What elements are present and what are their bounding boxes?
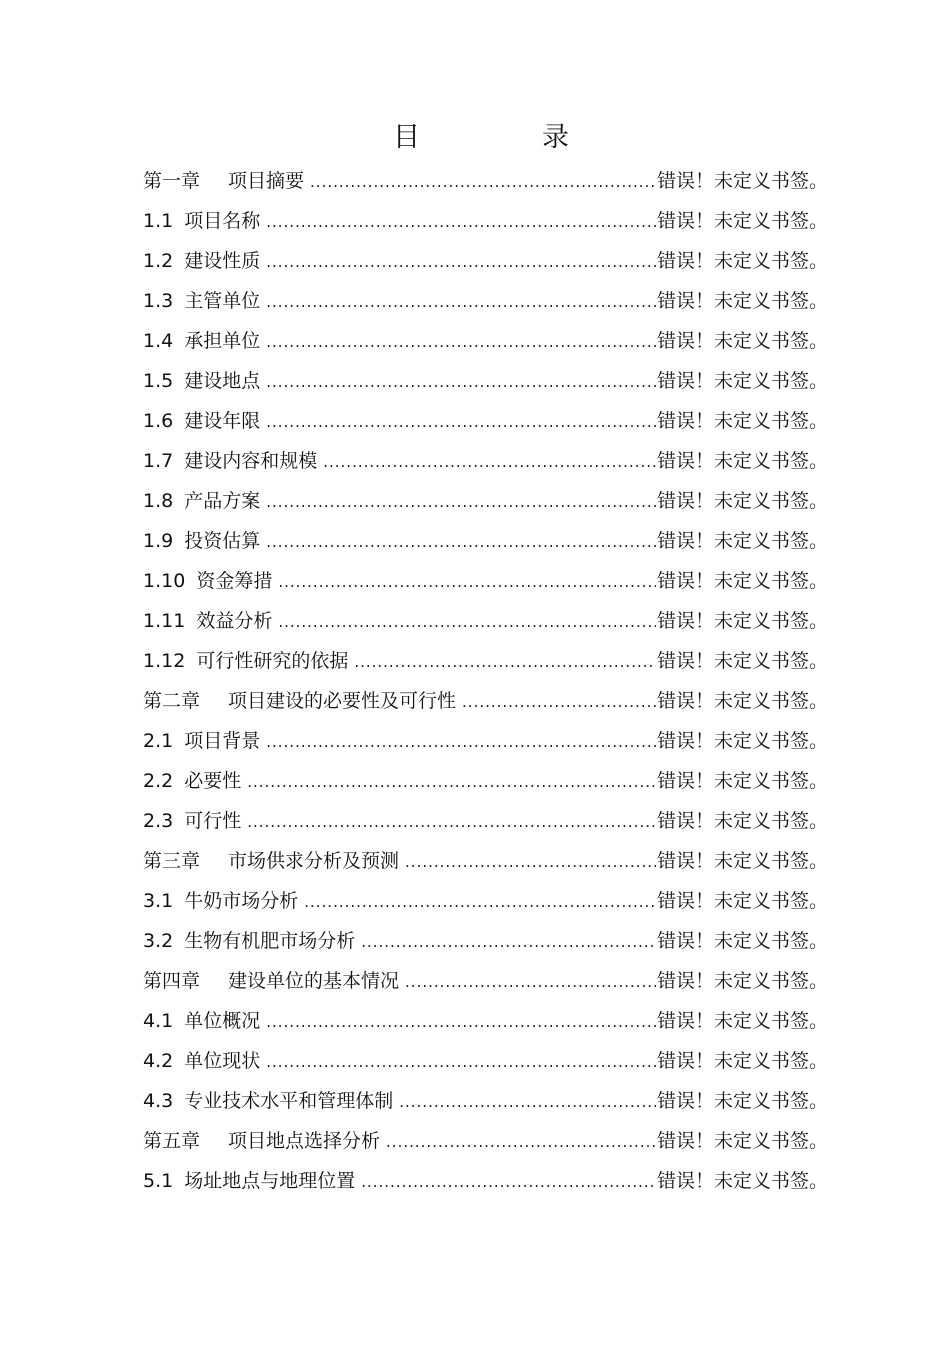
toc-section-entry[interactable]: [143, 1081, 828, 1121]
toc-entry-title: 资金筹措: [196, 570, 273, 592]
toc-entry-title: 建设性质: [184, 250, 261, 272]
toc-section-entry[interactable]: [143, 281, 828, 321]
toc-entry-title: 市场供求分析及预测: [228, 850, 400, 872]
toc-page-reference: 错误！未定义书签。: [656, 930, 828, 952]
toc-entry-title: 项目摘要: [228, 170, 305, 192]
toc-entry-number: 2.2: [143, 770, 174, 792]
toc-entry-title: 可行性: [184, 810, 242, 832]
toc-entry-title: 专业技术水平和管理体制: [184, 1090, 394, 1112]
toc-entry-title: 项目建设的必要性及可行性: [228, 690, 457, 712]
toc-entry-title: 项目名称: [184, 210, 261, 232]
toc-section-entry[interactable]: [143, 1161, 828, 1201]
toc-entry-title: 产品方案: [184, 490, 261, 512]
toc-page-reference: 错误！未定义书签。: [656, 1090, 828, 1112]
toc-entry-number: 第五章: [143, 1130, 201, 1152]
toc-dot-leader: [266, 482, 656, 522]
toc-page-reference: 错误！未定义书签。: [656, 610, 828, 632]
toc-chapter-entry[interactable]: [143, 681, 828, 721]
toc-entry-title: 项目背景: [184, 730, 261, 752]
toc-page-reference: 错误！未定义书签。: [656, 210, 828, 232]
toc-dot-leader: [266, 522, 656, 562]
toc-dot-leader: [266, 722, 656, 762]
toc-entry-number: 第三章: [143, 850, 201, 872]
toc-entry-number: 1.4: [143, 330, 174, 352]
toc-entry-title: 场址地点与地理位置: [184, 1170, 356, 1192]
toc-entry-number: 第四章: [143, 970, 201, 992]
toc-entry-number: 1.3: [143, 290, 174, 312]
toc-section-entry[interactable]: [143, 801, 828, 841]
toc-entry-title: 生物有机肥市场分析: [184, 930, 356, 952]
toc-page-reference: 错误！未定义书签。: [656, 810, 828, 832]
toc-title-char-1: 目: [393, 122, 420, 153]
toc-dot-leader: [266, 282, 656, 322]
toc-section-entry[interactable]: [143, 761, 828, 801]
toc-dot-leader: [247, 762, 656, 802]
toc-dot-leader: [266, 242, 656, 282]
toc-section-entry[interactable]: [143, 881, 828, 921]
toc-dot-leader: [266, 1002, 656, 1042]
toc-page-reference: 错误！未定义书签。: [656, 1170, 828, 1192]
toc-entry-number: 2.3: [143, 810, 174, 832]
toc-entry-number: 1.1: [143, 210, 174, 232]
toc-entry-number: 1.11: [143, 610, 186, 632]
toc-dot-leader: [462, 682, 656, 722]
toc-page-reference: 错误！未定义书签。: [656, 330, 828, 352]
toc-page-reference: 错误！未定义书签。: [656, 1050, 828, 1072]
toc-section-entry[interactable]: [143, 321, 828, 361]
toc-page-reference: 错误！未定义书签。: [656, 730, 828, 752]
toc-page-reference: 错误！未定义书签。: [656, 410, 828, 432]
toc-dot-leader: [323, 442, 656, 482]
toc-page-reference: 错误！未定义书签。: [656, 650, 828, 672]
toc-title: [393, 118, 569, 158]
toc-chapter-entry[interactable]: [143, 841, 828, 881]
toc-entry-number: 1.9: [143, 530, 174, 552]
toc-page-reference: 错误！未定义书签。: [656, 770, 828, 792]
toc-section-entry[interactable]: [143, 401, 828, 441]
toc-section-entry[interactable]: [143, 1001, 828, 1041]
toc-title-char-2: 录: [542, 122, 569, 153]
toc-dot-leader: [399, 1082, 656, 1122]
toc-dot-leader: [361, 1162, 656, 1202]
toc-dot-leader: [304, 882, 656, 922]
toc-dot-leader: [266, 202, 656, 242]
toc-entry-title: 主管单位: [184, 290, 261, 312]
toc-page-reference: 错误！未定义书签。: [656, 490, 828, 512]
toc-section-entry[interactable]: [143, 1041, 828, 1081]
toc-entry-number: 4.3: [143, 1090, 174, 1112]
toc-dot-leader: [361, 922, 656, 962]
toc-dot-leader: [278, 602, 656, 642]
toc-dot-leader: [386, 1122, 656, 1162]
toc-entry-number: 1.10: [143, 570, 186, 592]
toc-dot-leader: [278, 562, 656, 602]
toc-entry-number: 1.2: [143, 250, 174, 272]
toc-page-reference: 错误！未定义书签。: [656, 850, 828, 872]
toc-dot-leader: [405, 842, 656, 882]
toc-section-entry[interactable]: [143, 921, 828, 961]
toc-page-reference: 错误！未定义书签。: [656, 1130, 828, 1152]
toc-entry-number: 4.1: [143, 1010, 174, 1032]
toc-page-reference: 错误！未定义书签。: [656, 370, 828, 392]
toc-entry-number: 1.7: [143, 450, 174, 472]
toc-page-reference: 错误！未定义书签。: [656, 530, 828, 552]
toc-section-entry[interactable]: [143, 241, 828, 281]
toc-dot-leader: [310, 162, 656, 202]
toc-dot-leader: [405, 962, 656, 1002]
toc-page-reference: 错误！未定义书签。: [656, 690, 828, 712]
toc-page-reference: 错误！未定义书签。: [656, 290, 828, 312]
toc-page-reference: 错误！未定义书签。: [656, 570, 828, 592]
toc-entry-title: 承担单位: [184, 330, 261, 352]
toc-dot-leader: [266, 362, 656, 402]
toc-entry-title: 建设单位的基本情况: [228, 970, 400, 992]
toc-dot-leader: [266, 1042, 656, 1082]
toc-entry-number: 1.12: [143, 650, 186, 672]
toc-section-entry[interactable]: [143, 561, 828, 601]
toc-entry-title: 单位现状: [184, 1050, 261, 1072]
toc-section-entry[interactable]: [143, 521, 828, 561]
toc-section-entry[interactable]: [143, 441, 828, 481]
toc-dot-leader: [247, 802, 656, 842]
toc-entry-number: 1.8: [143, 490, 174, 512]
toc-page-reference: 错误！未定义书签。: [656, 170, 828, 192]
toc-page-reference: 错误！未定义书签。: [656, 1010, 828, 1032]
toc-section-entry[interactable]: [143, 601, 828, 641]
toc-entry-title: 可行性研究的依据: [196, 650, 349, 672]
toc-entry-number: 第二章: [143, 690, 201, 712]
toc-page-reference: 错误！未定义书签。: [656, 970, 828, 992]
toc-entry-number: 5.1: [143, 1170, 174, 1192]
toc-chapter-entry[interactable]: [143, 1121, 828, 1161]
toc-entry-number: 3.2: [143, 930, 174, 952]
toc-entry-number: 4.2: [143, 1050, 174, 1072]
toc-entry-title: 投资估算: [184, 530, 261, 552]
toc-entry-title: 单位概况: [184, 1010, 261, 1032]
toc-entry-number: 2.1: [143, 730, 174, 752]
toc-entry-number: 1.6: [143, 410, 174, 432]
toc-page-reference: 错误！未定义书签。: [656, 450, 828, 472]
toc-section-entry[interactable]: [143, 481, 828, 521]
toc-dot-leader: [266, 402, 656, 442]
toc-page-reference: 错误！未定义书签。: [656, 890, 828, 912]
toc-chapter-entry[interactable]: [143, 161, 828, 201]
toc-section-entry[interactable]: [143, 641, 828, 681]
toc-entry-number: 1.5: [143, 370, 174, 392]
toc-section-entry[interactable]: [143, 201, 828, 241]
toc-dot-leader: [266, 322, 656, 362]
toc-entry-title: 项目地点选择分析: [228, 1130, 381, 1152]
toc-page-reference: 错误！未定义书签。: [656, 250, 828, 272]
toc-section-entry[interactable]: [143, 721, 828, 761]
toc-section-entry[interactable]: [143, 361, 828, 401]
toc-entry-title: 建设内容和规模: [184, 450, 318, 472]
toc-entry-title: 效益分析: [196, 610, 273, 632]
toc-entry-title: 必要性: [184, 770, 242, 792]
table-of-contents: [143, 161, 828, 1201]
toc-entry-number: 第一章: [143, 170, 201, 192]
toc-entry-title: 牛奶市场分析: [184, 890, 299, 912]
toc-chapter-entry[interactable]: [143, 961, 828, 1001]
toc-entry-title: 建设年限: [184, 410, 261, 432]
toc-entry-number: 3.1: [143, 890, 174, 912]
toc-entry-title: 建设地点: [184, 370, 261, 392]
toc-dot-leader: [354, 642, 656, 682]
